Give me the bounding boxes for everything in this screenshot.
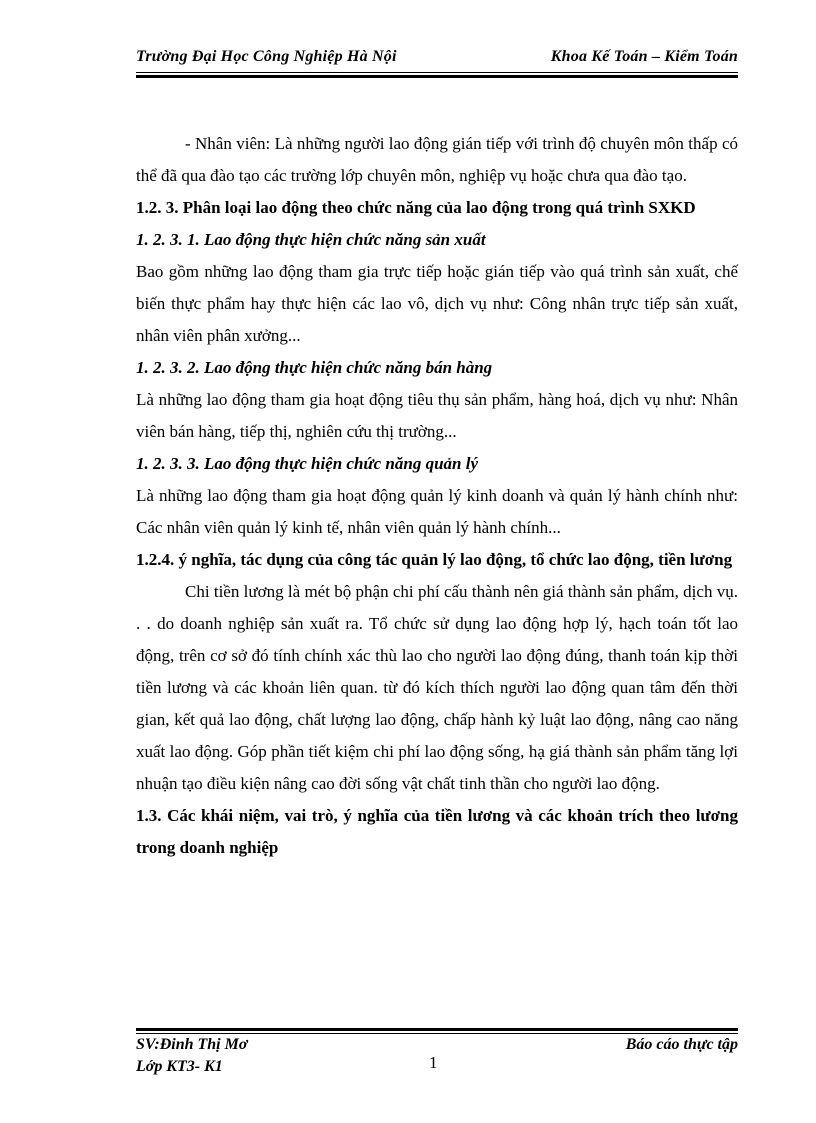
- page-number: 1: [429, 1053, 438, 1072]
- heading-1-2-3: 1.2. 3. Phân loại lao động theo chức năng của lao động trong quá trình SXKD: [136, 198, 696, 217]
- paragraph-production-labor: Bao gồm những lao động tham gia trực tiếp hoặc gián tiếp vào quá trình sản xuất, chế biến thực phẩm hay thực hiện các lao vô, dịch vụ như: Công nhân trực tiếp sản xuất, nhân viên phân xưởng...: [136, 262, 738, 345]
- paragraph-management-labor: Là những lao động tham gia hoạt động quản lý kinh doanh và quản lý hành chính như: Các nhân viên quản lý kinh tế, nhân viên quản lý hành chính...: [136, 486, 738, 537]
- heading-1-2-3-3: 1. 2. 3. 3. Lao động thực hiện chức năng quản lý: [136, 454, 478, 473]
- header-school-name: Trường Đại Học Công Nghiệp Hà Nội: [136, 48, 397, 65]
- footer-rule-thick: [136, 1028, 738, 1031]
- heading-1-3: 1.3. Các khái niệm, vai trò, ý nghĩa của tiền lương và các khoản trích theo lương trong doanh nghiệp: [136, 806, 738, 857]
- footer-report-title: Báo cáo thực tập: [625, 1036, 738, 1053]
- header-rule-thin: [136, 72, 738, 73]
- heading-1-2-4: 1.2.4. ý nghĩa, tác dụng của công tác quản lý lao động, tổ chức lao động, tiền lương: [136, 550, 733, 569]
- page-header: [136, 48, 738, 70]
- heading-1-2-3-2: 1. 2. 3. 2. Lao động thực hiện chức năng bán hàng: [136, 358, 493, 377]
- page-body: [136, 128, 738, 864]
- footer-class: Lớp KT3- K1: [136, 1058, 223, 1075]
- heading-1-2-3-1: 1. 2. 3. 1. Lao động thực hiện chức năng sản xuất: [136, 230, 486, 249]
- footer-student-name: SV:Đinh Thị Mơ: [136, 1036, 248, 1053]
- paragraph-sales-labor: Là những lao động tham gia hoạt động tiêu thụ sản phẩm, hàng hoá, dịch vụ như: Nhân viên bán hàng, tiếp thị, nghiên cứu thị trường...: [136, 390, 738, 441]
- footer-rule-thin: [136, 1033, 738, 1034]
- paragraph-staff-definition: - Nhân viên: Là những người lao động gián tiếp với trình độ chuyên môn thấp có thể đã qua đào tạo các trường lớp chuyên môn, nghiệp vụ hoặc chưa qua đào tạo.: [136, 134, 738, 185]
- paragraph-wage-significance: Chi tiền lương là mét bộ phận chi phí cấu thành nên giá thành sản phẩm, dịch vụ. . . do doanh nghiệp sản xuất ra. Tổ chức sử dụng lao động hợp lý, hạch toán tốt lao động, trên cơ sở đó tính chính xác thù lao cho người lao động đúng, thanh toán kịp thời tiền lương và các khoản liên quan. từ đó kích thích người lao động quan tâm đến thời gian, kết quả lao động, chất lượng lao động, chấp hành kỷ luật lao động, nâng cao năng xuất lao động. Góp phần tiết kiệm chi phí lao động sống, hạ giá thành sản phẩm tăng lợi nhuận tạo điều kiện nâng cao đời sống vật chất tinh thần cho người lao động.: [136, 582, 738, 793]
- header-rule-thick: [136, 75, 738, 78]
- header-faculty-name: Khoa Kế Toán – Kiểm Toán: [550, 48, 738, 65]
